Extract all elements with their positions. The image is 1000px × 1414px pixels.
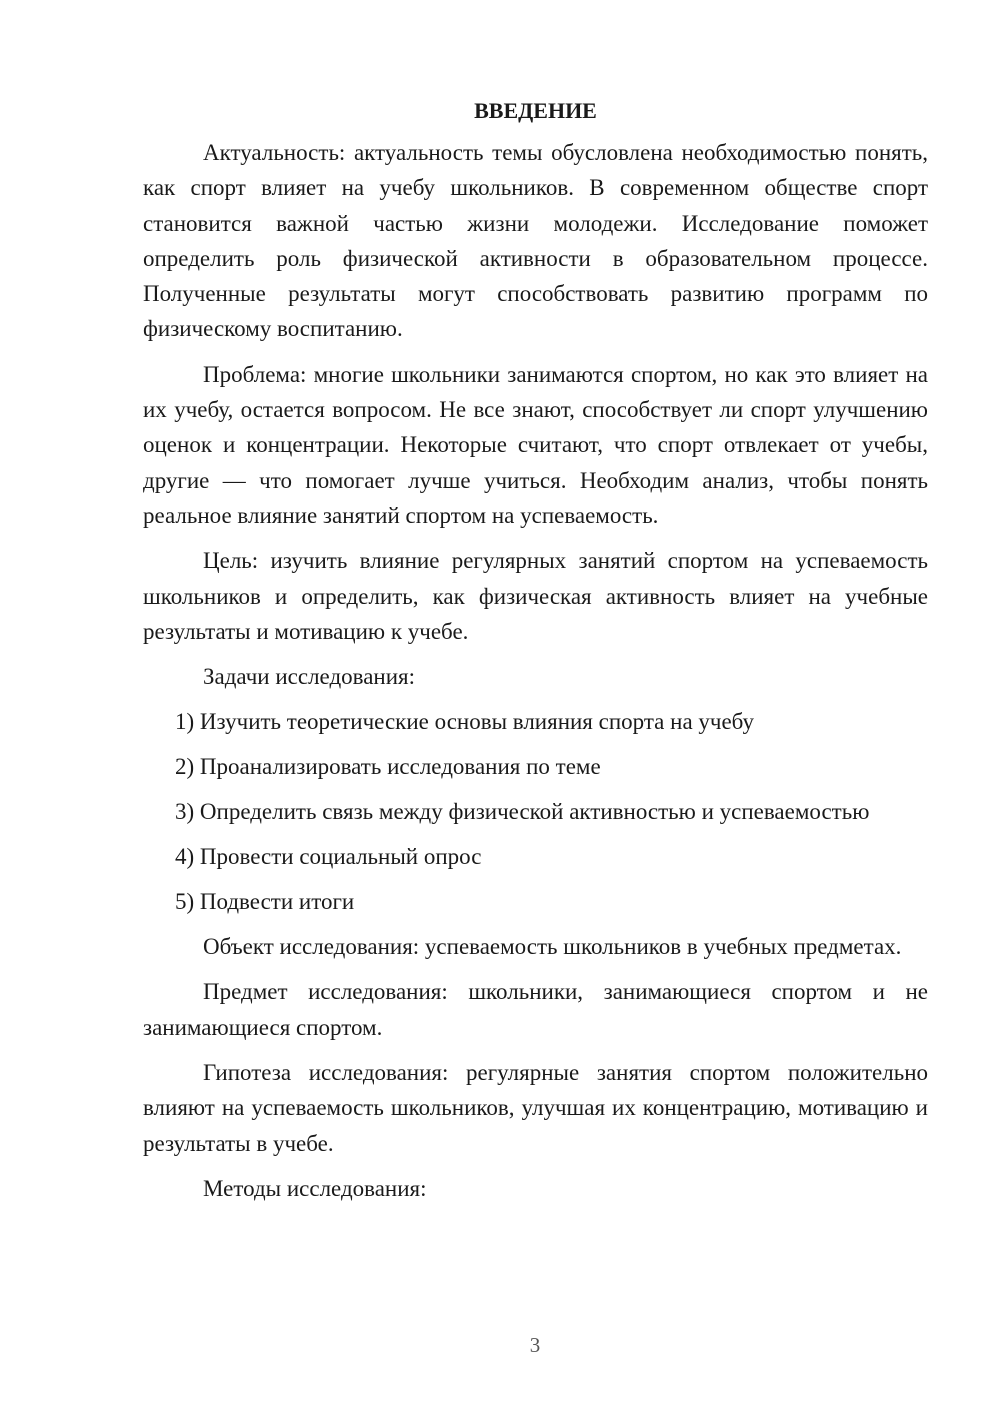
page-content xyxy=(143,96,928,1216)
tasks-list xyxy=(143,704,928,919)
page-number: 3 xyxy=(529,1333,541,1357)
paragraph-hypothesis: Гипотеза исследования: регулярные занятия спортом положительно влияют на успеваемость школьников, улучшая их концентрацию, мотивацию и результаты в учебе. xyxy=(143,1060,928,1156)
list-item: 3) Определить связь между физической активностью и успеваемостью xyxy=(175,799,870,825)
list-item: 2) Проанализировать исследования по теме xyxy=(175,754,601,780)
list-item: 1) Изучить теоретические основы влияния спорта на учебу xyxy=(175,709,755,735)
section-title: ВВЕДЕНИЕ xyxy=(474,98,597,123)
paragraph-goal: Цель: изучить влияние регулярных занятий спортом на успеваемость школьников и определить, как физическая активность влияет на учебные результаты и мотивацию к учебе. xyxy=(143,548,928,644)
paragraph-problem: Проблема: многие школьники занимаются спортом, но как это влияет на их учебу, остается вопросом. Не все знают, способствует ли спорт улучшению оценок и концентрации. Некоторые считают, что спорт отвлекает от учебы, другие — что помогает лучше учиться. Необходим анализ, чтобы понять реальное влияние занятий спортом на успеваемость. xyxy=(143,361,928,528)
tasks-heading: Задачи исследования: xyxy=(203,664,416,690)
list-item: 4) Провести социальный опрос xyxy=(175,844,482,870)
paragraph-object: Объект исследования: успеваемость школьников в учебных предметах. xyxy=(203,934,902,960)
paragraph-relevance: Актуальность: актуальность темы обусловлена необходимостью понять, как спорт влияет на учебу школьников. В современном обществе спорт становится важной частью жизни молодежи. Исследование поможет определить роль физической активности в образовательном процессе. Полученные результаты могут способствовать развитию программ по физическому воспитанию. xyxy=(143,140,928,342)
list-item: 5) Подвести итоги xyxy=(175,889,355,915)
paragraph-subject: Предмет исследования: школьники, занимающиеся спортом и не занимающиеся спортом. xyxy=(143,979,928,1040)
methods-heading: Методы исследования: xyxy=(203,1175,427,1201)
